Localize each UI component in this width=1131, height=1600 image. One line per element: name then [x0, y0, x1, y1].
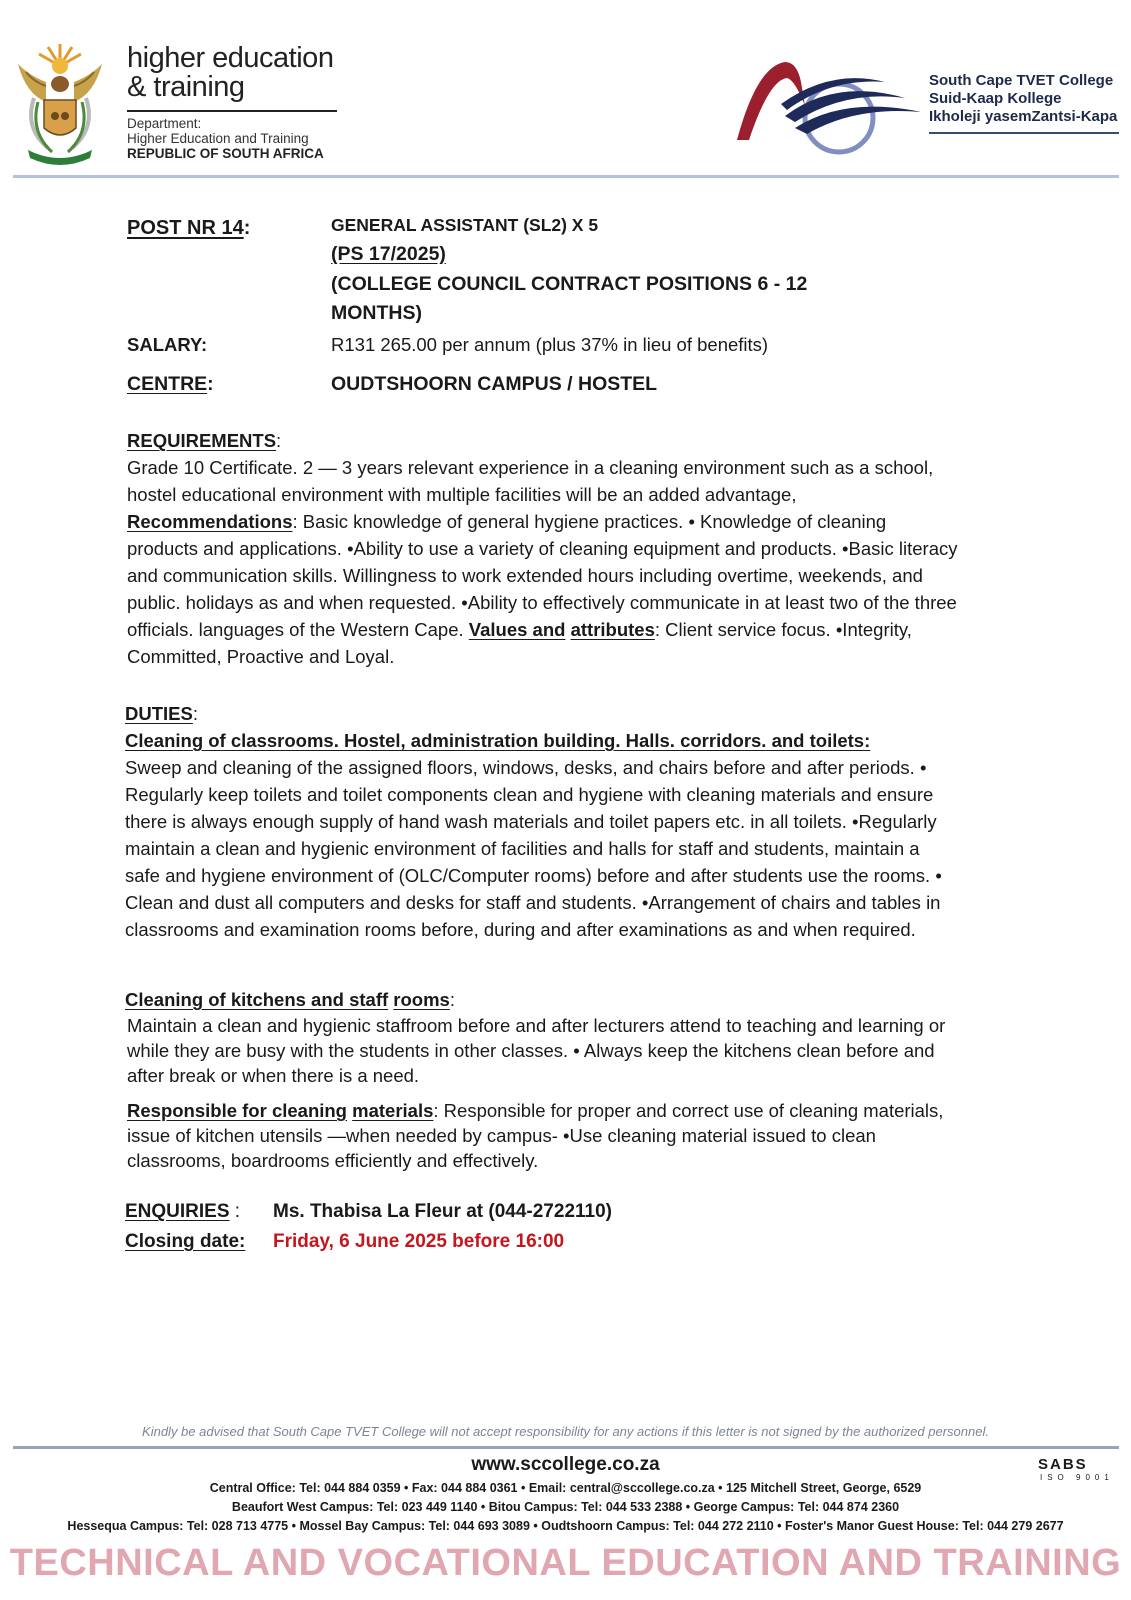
requirements-text-3: : Client service focus. •Integrity, Committed, Proactive and Loyal. — [127, 619, 912, 667]
post-title-line1: GENERAL ASSISTANT (SL2) X 5 — [331, 215, 599, 235]
duties-sub2-heading-1: Cleaning of kitchens and staff — [125, 989, 389, 1010]
duties-sub3-text: : Responsible for proper and correct use of cleaning materials, issue of kitchen utensils —when needed by campus- •Use cleaning material issued to clean classrooms, boardrooms efficiently and effectively. — [127, 1100, 944, 1171]
post-number-text: POST NR 14 — [127, 217, 244, 239]
enquiries-label-colon: : — [229, 1201, 241, 1222]
duties-sub2-heading — [125, 986, 455, 1013]
post-title-line4: MONTHS) — [331, 302, 422, 324]
duties-sub2-text: Maintain a clean and hygienic staffroom before and after lecturers attend to teaching and learning or while they are busy with the students in other classes. • Always keep the kitchens clean before and after break or when there is a need. — [127, 1015, 946, 1086]
enquiries-value: Ms. Thabisa La Fleur at (044-2722110) — [273, 1201, 612, 1222]
recommendations-label: Recommendations — [127, 511, 293, 532]
college-name-block — [929, 72, 1117, 126]
department-sub-line1: Department: — [127, 116, 202, 131]
requirements-text-1: Grade 10 Certificate. 2 — 3 years relevant experience in a cleaning environment such as a school, hostel educational environment with multiple facilities will be an added advantage, — [127, 457, 934, 505]
duties-sub2-heading-2: rooms — [393, 989, 450, 1010]
closing-date-value: Friday, 6 June 2025 before 16:00 — [273, 1231, 565, 1252]
coat-of-arms-logo — [12, 42, 108, 170]
department-subtitle — [127, 116, 324, 161]
requirements-heading-colon: : — [276, 430, 282, 451]
post-reference: (PS 17/2025) — [331, 243, 446, 265]
college-swoosh-logo — [735, 56, 925, 156]
requirements-paragraph — [127, 454, 962, 670]
footer-central-office: Central Office: Tel: 044 884 0359 • Fax: 044 884 0361 • Email: central@sccollege.co.za • 125 Mitchell Street, George, 6529 — [209, 1481, 922, 1495]
post-number-colon: : — [243, 217, 251, 239]
requirements-text-2: : Basic knowledge of general hygiene practices. • Knowledge of cleaning products and applications. •Ability to use a variety of cleaning equipment and products. •Basic literacy and communication skills. Willingness to work extended hours including overtime, weekends, and public. holidays as and when requested. •Ability to effectively communicate in at least two of the three officials. languages of the Western Cape. — [127, 511, 958, 640]
department-title — [127, 44, 333, 102]
closing-date-label: Closing date: — [125, 1231, 246, 1252]
header-divider — [13, 175, 1119, 178]
department-divider — [127, 110, 337, 112]
college-name-xhosa: Ikholeji yasemZantsi-Kapa — [929, 108, 1118, 125]
duties-sub3-paragraph — [127, 1098, 962, 1173]
duties-heading-text: DUTIES — [125, 703, 193, 724]
centre-label — [127, 371, 214, 398]
footer-tvet-banner: TECHNICAL AND VOCATIONAL EDUCATION AND TRAINING — [9, 1542, 1122, 1584]
department-sub-line3: REPUBLIC OF SOUTH AFRICA — [127, 146, 324, 161]
duties-heading — [125, 700, 198, 727]
values-label-1: Values and — [468, 619, 566, 640]
duties-sub1-heading: Cleaning of classrooms. Hostel, administration building. Halls. corridors. and toilets: — [125, 730, 871, 751]
duties-heading-colon: : — [192, 703, 198, 724]
post-title-line3: (COLLEGE COUNCIL CONTRACT POSITIONS 6 - 12 — [331, 273, 808, 295]
college-divider — [929, 132, 1119, 134]
sabs-mark: SABS — [1038, 1456, 1088, 1473]
footer-website-link[interactable]: www.sccollege.co.za — [471, 1454, 660, 1475]
salary-label: SALARY: — [127, 334, 208, 355]
footer-divider — [13, 1446, 1119, 1449]
requirements-heading-text: REQUIREMENTS — [127, 430, 277, 451]
department-sub-line2: Higher Education and Training — [127, 131, 309, 146]
centre-value: OUDTSHOORN CAMPUS / HOSTEL — [331, 373, 658, 395]
values-label-2: attributes — [570, 619, 655, 640]
duties-sub3-heading-1: Responsible for cleaning — [127, 1100, 347, 1121]
department-title-line1: higher education — [127, 42, 334, 74]
salary-value: R131 265.00 per annum (plus 37% in lieu of benefits) — [331, 334, 769, 355]
duties-sub1-text: Sweep and cleaning of the assigned floors, windows, desks, and chairs before and after periods. • Regularly keep toilets and toilet components clean and hygiene with cleaning materials and ensure there is always enough supply of hand wash materials and toilet papers etc. in all toilets. •Regularly maintain a clean and hygienic environment of facilities and halls for staff and students, maintain a safe and hygiene environment of (OLC/Computer rooms) before and after students use the rooms. • Clean and dust all computers and desks for staff and students. •Arrangement of chairs and tables in classrooms and examination rooms before, during and after examinations as and when required. — [125, 757, 942, 940]
centre-label-colon: : — [207, 373, 214, 395]
footer-disclaimer: Kindly be advised that South Cape TVET College will not accept responsibility for any actions if this letter is not signed by the authorized personnel. — [142, 1424, 989, 1439]
duties-sub3-heading-2: materials — [352, 1100, 434, 1121]
duties-sub2-heading-colon: : — [449, 989, 455, 1010]
department-title-line2: & training — [127, 71, 245, 103]
requirements-heading — [127, 427, 281, 454]
centre-label-text: CENTRE — [127, 373, 208, 395]
college-name-afrikaans: Suid-Kaap Kollege — [929, 90, 1062, 107]
enquiries-label — [125, 1198, 240, 1225]
enquiries-label-text: ENQUIRIES — [125, 1201, 230, 1222]
iso-mark: ISO 9001 — [1040, 1473, 1114, 1482]
college-name-english: South Cape TVET College — [929, 72, 1114, 89]
footer-campuses-line2: Beaufort West Campus: Tel: 023 449 1140 • Bitou Campus: Tel: 044 533 2388 • George Campus: Tel: 044 874 2360 — [231, 1500, 900, 1514]
post-number-label — [127, 215, 250, 242]
footer-campuses-line3: Hessequa Campus: Tel: 028 713 4775 • Mossel Bay Campus: Tel: 044 693 3089 • Oudtshoorn Campus: Tel: 044 272 2110 • Foster's Manor Guest House: Tel: 044 279 2677 — [67, 1519, 1064, 1533]
